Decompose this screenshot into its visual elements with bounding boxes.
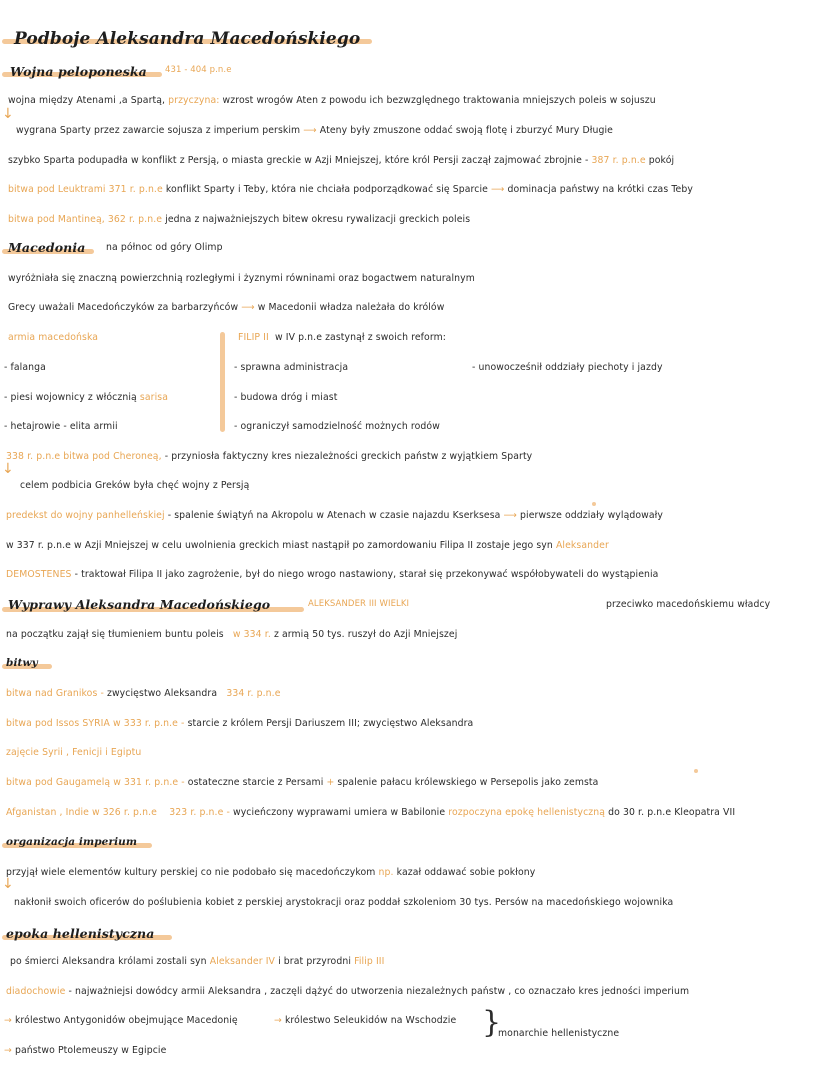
decor-dot	[592, 502, 596, 506]
text-line: bitwa pod Mantineą, 362 r. p.n.e jedna z najważniejszych bitew okresu rywalizacji greckich poleis	[8, 214, 471, 225]
reform-item: - sprawna administracja	[234, 362, 349, 373]
text-line: bitwa pod Gaugamelą w 331 r. p.n.e - ostateczne starcie z Persami + spalenie pałacu królewskiego w Persepolis jako zemsta	[6, 777, 599, 788]
text-line: wojna między Atenami ,a Spartą, przyczyna: wzrost wrogów Aten z powodu ich bezwzględnego traktowania mniejszych poleis w sojuszu	[8, 95, 656, 106]
arrow-down-icon: ↓	[2, 876, 14, 892]
arrow-down-icon: ↓	[2, 106, 14, 122]
army-item: - piesi wojownicy z włócznią sarisa	[4, 392, 168, 403]
kingdom-item: → królestwo Seleukidów na Wschodzie	[274, 1015, 457, 1026]
text-line: nakłonił swoich oficerów do poślubienia kobiet z perskiej arystokracji oraz poddał szkoleniom 30 tys. Persów na macedońskiego wojownika	[14, 897, 674, 908]
heading-wyprawy: Wyprawy Aleksandra Macedońskiego	[8, 597, 271, 612]
wyprawy-subtitle: ALEKSANDER III WIELKI	[308, 599, 410, 609]
text-line: na początku zajął się tłumieniem buntu poleis w 334 r. z armią 50 tys. ruszył do Azji Mniejszej	[6, 629, 458, 640]
text-line: wygrana Sparty przez zawarcie sojusza z imperium perskim ⟶ Ateny były zmuszone oddać swoją flotę i zburzyć Mury Długie	[16, 125, 613, 136]
text-line: przeciwko macedońskiemu władcy	[606, 599, 771, 610]
arrow-right-icon: →	[4, 1045, 12, 1056]
reform-item: - budowa dróg i miast	[234, 392, 338, 403]
text-line: szybko Sparta podupadła w konflikt z Persją, o miasta greckie w Azji Mniejszej, które król Persji zaczął zajmować zbrojnie - 387 r. p.n.e pokój	[8, 155, 675, 166]
text-line: bitwa pod Issos SYRIA w 333 r. p.n.e - starcie z królem Persji Dariuszem III; zwycięstwo Aleksandra	[6, 718, 474, 729]
arrow-right-icon: →	[274, 1015, 282, 1026]
arrow-right-icon: →	[4, 1015, 12, 1026]
text-line: monarchie hellenistyczne	[498, 1028, 620, 1039]
arrow-down-icon: ↓	[2, 461, 14, 477]
heading-macedonia: Macedonia	[8, 240, 86, 255]
text-line: bitwa pod Leuktrami 371 r. p.n.e konflikt Sparty i Teby, która nie chciała podporządkować się Sparcie ⟶ dominacja państwy na krótki czas Teby	[8, 184, 693, 195]
text-line: DEMOSTENES - traktował Filipa II jako zagrożenie, był do niego wrogo nastawiony, starał się przekonywać współobywateli do wystąpienia	[6, 569, 659, 580]
text-line: wyróżniała się znaczną powierzchnią rozległymi i żyznymi równinami oraz bogactwem naturalnym	[8, 273, 475, 284]
army-title: armia macedońska	[8, 332, 99, 343]
text-line: predekst do wojny panhelleńskiej - spalenie świątyń na Akropolu w Atenach w czasie najazdu Kserksesa ⟶ pierwsze oddziały wylądowały	[6, 510, 664, 521]
text-line: Afganistan , Indie w 326 r. p.n.e 323 r. p.n.e - wycieńczony wyprawami umiera w Babilonie rozpoczyna epokę hellenistyczną do 30 r. p.n.e Kleopatra VII	[6, 807, 736, 818]
page-title: Podboje Aleksandra Macedońskiego	[14, 29, 361, 49]
reform-item: - ograniczył samodzielność możnych rodów	[234, 421, 440, 432]
brace-icon: }	[482, 1005, 502, 1040]
army-item: - falanga	[4, 362, 46, 373]
text-line: po śmierci Aleksandra królami zostali syn Aleksander IV i brat przyrodni Filip III	[10, 956, 385, 967]
text-line: bitwa nad Granikos - zwycięstwo Aleksandra 334 r. p.n.e	[6, 688, 281, 699]
decor-dot	[694, 769, 698, 773]
text-line: diadochowie - najważniejsi dowódcy armii Aleksandra , zaczęli dążyć do utworzenia niezależnych państw , co oznaczało kres jedności imperium	[6, 986, 690, 997]
kingdom-item: → królestwo Antygonidów obejmujące Macedonię	[4, 1015, 238, 1026]
reform-item: - unowocześnił oddziały piechoty i jazdy	[472, 362, 663, 373]
army-item: - hetajrowie - elita armii	[4, 421, 118, 432]
filip-title-line: FILIP II w IV p.n.e zastynął z swoich reform:	[238, 332, 446, 343]
text-line: 338 r. p.n.e bitwa pod Cheroneą, - przyniosła faktyczny kres niezależności greckich państw z wyjątkiem Sparty	[6, 451, 533, 462]
kingdom-item: → państwo Ptolemeuszy w Egipcie	[4, 1045, 167, 1056]
macedonia-subtitle: na północ od góry Olimp	[106, 242, 223, 253]
text-line: w 337 r. p.n.e w Azji Mniejszej w celu uwolnienia greckich miast nastąpił po zamordowaniu Filipa II zostaje jego syn Aleksander	[6, 540, 609, 551]
text-line: zajęcie Syrii , Fenicji i Egiptu	[6, 747, 142, 758]
text-line: przyjął wiele elementów kultury perskiej co nie podobało się macedończykom np. kazał oddawać sobie pokłony	[6, 867, 536, 878]
dates-wojna: 431 - 404 p.n.e	[165, 65, 232, 75]
heading-organizacja: organizacja imperium	[6, 836, 138, 848]
heading-epoka: epoka hellenistyczna	[6, 926, 155, 941]
heading-bitwy: bitwy	[6, 657, 38, 669]
text-line: celem podbicia Greków była chęć wojny z Persją	[20, 480, 250, 491]
text-line: Grecy uważali Macedończyków za barbarzyńców ⟶ w Macedonii władza należała do królów	[8, 302, 445, 313]
heading-wojna: Wojna peloponeska	[10, 64, 147, 79]
column-divider	[220, 332, 225, 432]
